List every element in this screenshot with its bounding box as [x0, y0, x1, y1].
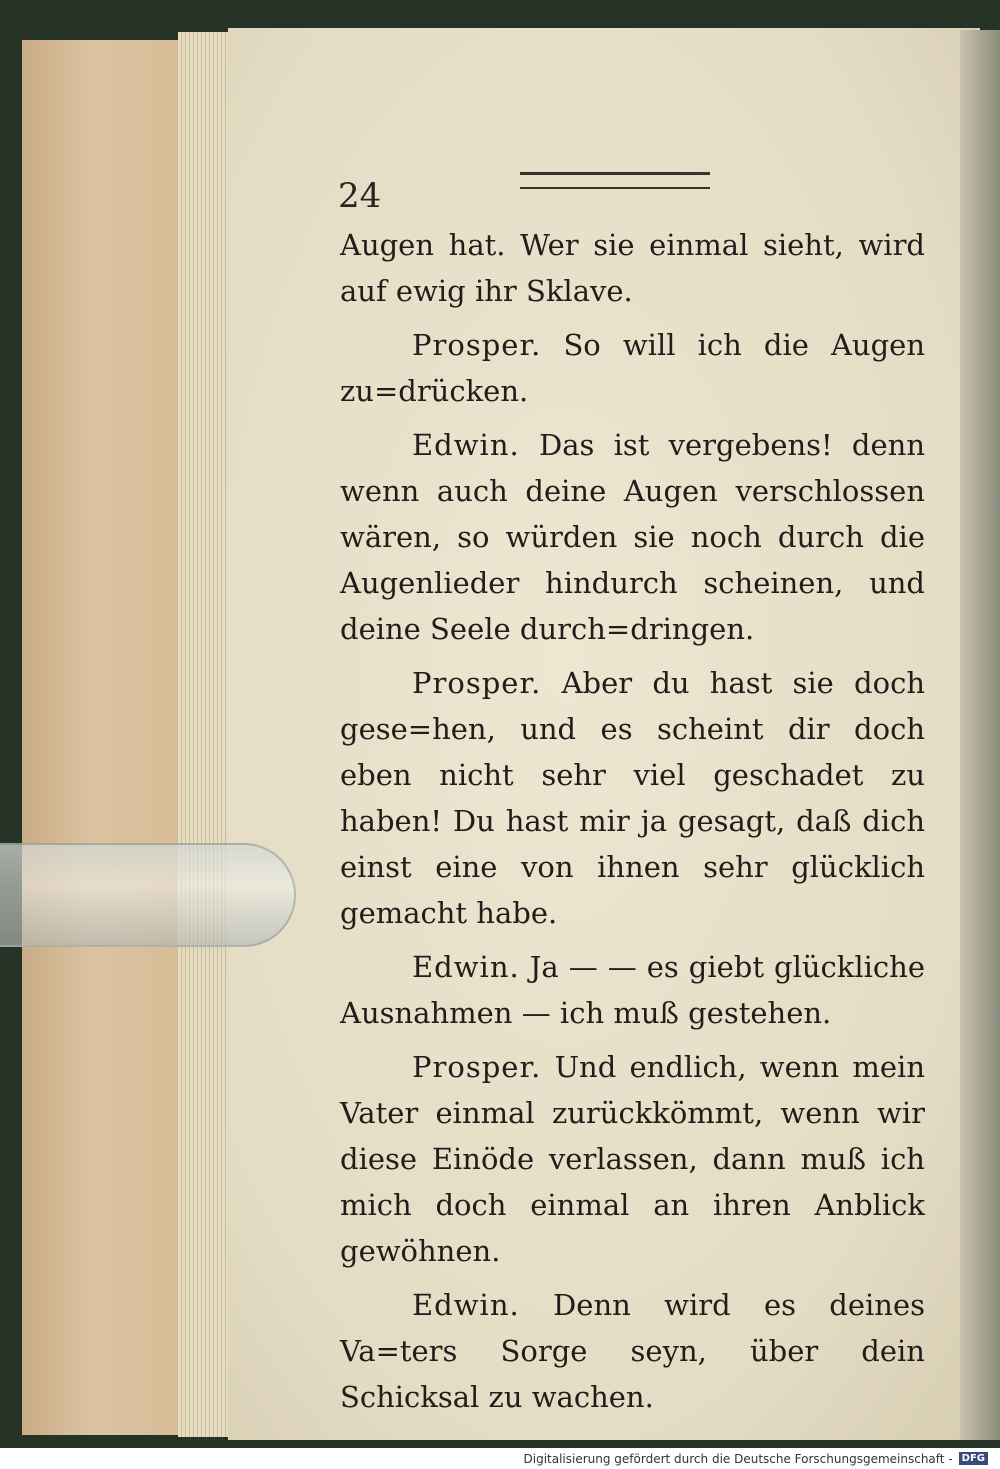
footer-credit: Digitalisierung gefördert durch die Deutsche Forschungsgemeinschaft -: [523, 1451, 953, 1466]
paragraph-5: [340, 944, 925, 1036]
paragraph-1: [340, 222, 925, 314]
speaker-label: Edwin.: [412, 428, 520, 462]
paragraph-7: [340, 1282, 925, 1420]
speaker-label: Prosper.: [412, 328, 542, 362]
footer-bar: [0, 1448, 1000, 1469]
paragraph-text: Ja — — es giebt glückliche Ausnahmen — ich muß gestehen.: [340, 950, 926, 1030]
paragraph-3: [340, 422, 925, 652]
paragraph-text: Aber du hast sie doch gese=hen, und es scheint dir doch eben nicht sehr viel geschadet zu haben! Du hast mir ja gesagt, daß dich einst eine von ihnen sehr glücklich gemacht habe.: [340, 666, 926, 930]
paragraph-4: [340, 660, 925, 936]
header-rule: [520, 172, 710, 189]
paragraph-text: So will ich die Augen zu=drücken.: [340, 328, 925, 408]
page-number: 24: [338, 176, 382, 216]
page-text: [340, 222, 925, 1428]
paragraph-text: Augen hat. Wer sie einmal sieht, wird auf ewig ihr Sklave.: [340, 228, 925, 308]
paragraph-2: [340, 322, 925, 414]
dfg-logo: DFG: [959, 1452, 988, 1465]
speaker-label: Edwin.: [412, 950, 520, 984]
right-binding-edge: [960, 30, 1000, 1440]
paragraph-6: [340, 1044, 925, 1274]
left-page-cover: [22, 40, 197, 1435]
paragraph-text: Und endlich, wenn mein Vater einmal zurückkömmt, wenn wir diese Einöde verlassen, dann muß ich mich doch einmal an ihren Anblick gewöhnen.: [340, 1050, 925, 1268]
speaker-label: Prosper.: [412, 666, 542, 700]
speaker-label: Edwin.: [412, 1288, 520, 1322]
glass-page-weight: [0, 843, 296, 947]
paragraph-text: Denn wird es deines Va=ters Sorge seyn, über dein Schicksal zu wachen.: [340, 1288, 926, 1414]
speaker-label: Prosper.: [412, 1050, 542, 1084]
paragraph-text: Das ist vergebens! denn wenn auch deine Augen verschlossen wären, so würden sie noch durch die Augenlieder hindurch scheinen, und deine Seele durch=dringen.: [340, 428, 925, 646]
